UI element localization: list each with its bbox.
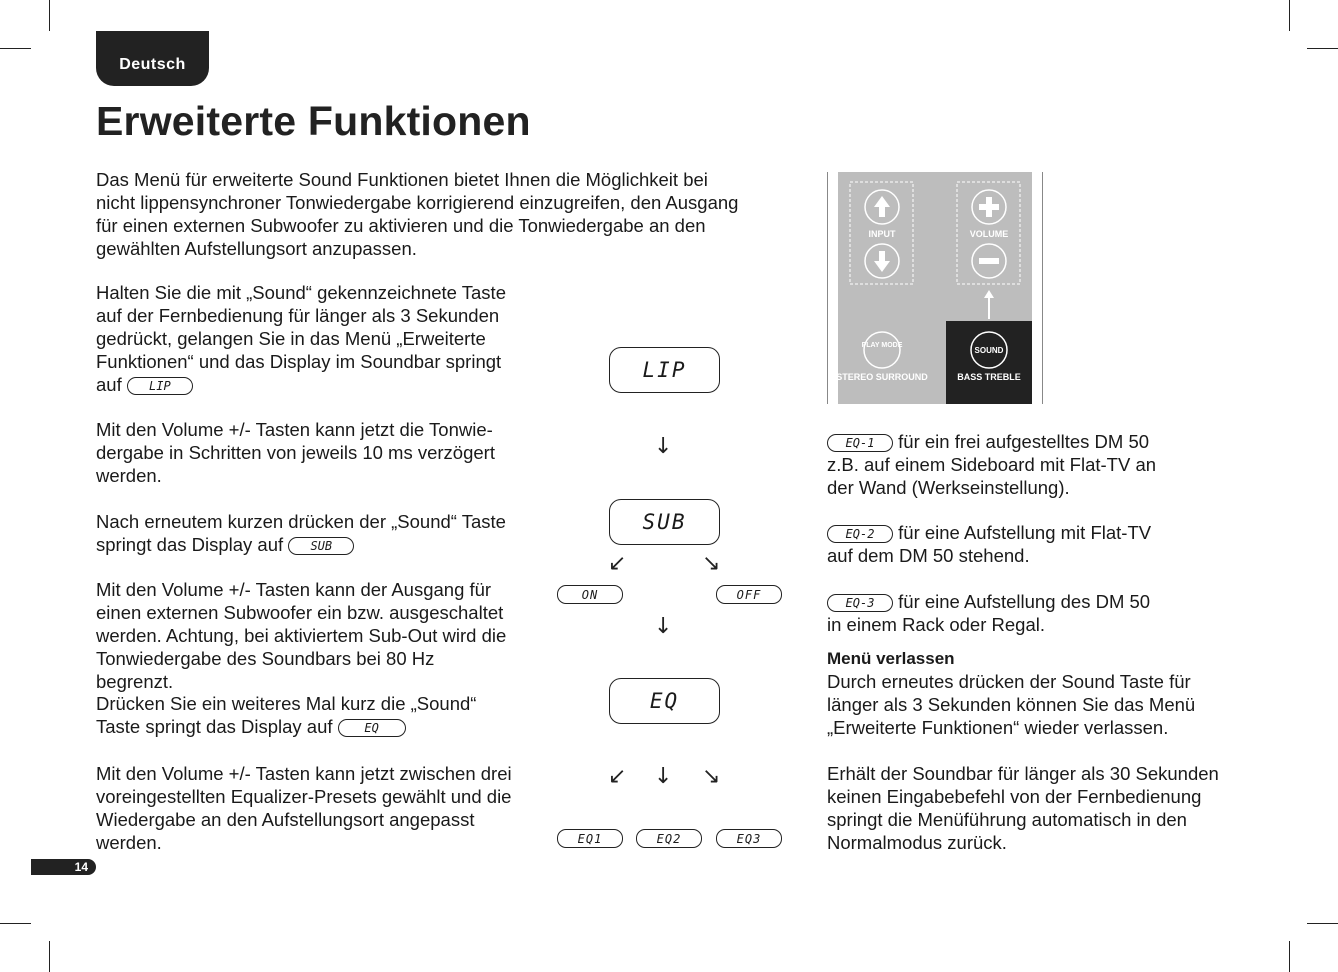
arrow-down-icon: ↓ xyxy=(654,434,673,459)
inline-display-eq-1: EQ-1 xyxy=(827,434,893,452)
inline-display-sub: SUB xyxy=(288,537,354,555)
exit-menu-heading: Menü verlassen xyxy=(827,649,955,668)
eq2-description xyxy=(827,521,1167,567)
page-number: 14 xyxy=(31,859,96,875)
eq3-text: für eine Aufstellung des DM 50 in einem Rack oder Regal. xyxy=(827,591,1151,635)
inline-display-lip: LIP xyxy=(127,377,193,395)
step-eq-text: Drücken Sie ein weiteres Mal kurz die „Sound“ Taste springt das Display auf xyxy=(96,693,477,737)
step-eq-volume: Mit den Volume +/- Tasten kann jetzt zwischen drei voreingestellten Equalizer-Presets gewählt und die Wiedergabe an den Aufstellungsort angepasst werden. xyxy=(96,763,512,853)
arrow-down-right-icon: ↘ xyxy=(702,551,721,576)
crop-mark xyxy=(0,923,31,924)
display-off: OFF xyxy=(716,585,782,604)
crop-mark xyxy=(0,48,31,49)
crop-mark xyxy=(49,0,50,31)
step-lip-volume: Mit den Volume +/- Tasten kann jetzt die Tonwie-dergabe in Schritten von jeweils 10 ms verzögert werden. xyxy=(96,419,495,486)
remote-bass-treble-label: BASS TREBLE xyxy=(957,372,1021,382)
remote-volume-label: VOLUME xyxy=(969,229,1009,239)
arrow-down-icon: ↓ xyxy=(654,764,673,789)
remote-control-svg xyxy=(827,172,1043,404)
display-on: ON xyxy=(557,585,623,604)
step-eq xyxy=(96,692,508,738)
step-sub-text: Nach erneutem kurzen drücken der „Sound“ Taste springt das Display auf xyxy=(96,511,506,555)
crop-mark xyxy=(1289,0,1290,31)
language-label: Deutsch xyxy=(119,56,186,73)
arrow-down-left-icon: ↙ xyxy=(608,551,627,576)
arrow-down-left-icon: ↙ xyxy=(608,764,627,789)
display-eq1: EQ1 xyxy=(557,829,623,848)
remote-sound-label: SOUND xyxy=(974,346,1004,355)
inline-display-eq-2: EQ-2 xyxy=(827,525,893,543)
eq2-text: für eine Aufstellung mit Flat-TV auf dem DM 50 stehend. xyxy=(827,522,1152,566)
step-hold-sound xyxy=(96,281,508,396)
eq1-description xyxy=(827,430,1167,499)
crop-mark xyxy=(1307,48,1338,49)
step-hold-sound-text: Halten Sie die mit „Sound“ gekennzeichnete Taste auf der Fernbedienung für länger als 3 Sekunden gedrückt, gelangen Sie in das Menü „Erweiterte Funktionen“ und das Display im Soundbar springt auf xyxy=(96,282,506,395)
language-tab xyxy=(96,31,209,86)
display-eq: EQ xyxy=(609,678,720,724)
step-sub xyxy=(96,510,516,556)
inline-display-eq-3: EQ-3 xyxy=(827,594,893,612)
crop-mark xyxy=(49,941,50,972)
remote-input-label: INPUT xyxy=(868,229,896,239)
remote-play-mode-label: PLAY MODE xyxy=(861,342,903,349)
display-eq3: EQ3 xyxy=(716,829,782,848)
eq3-description xyxy=(827,590,1167,636)
exit-menu-text: Durch erneutes drücken der Sound Taste für länger als 3 Sekunden können Sie das Menü „Erweiterte Funktionen“ wieder verlassen. xyxy=(827,671,1196,738)
inline-display-eq: EQ xyxy=(338,719,406,737)
arrow-down-right-icon: ↘ xyxy=(702,764,721,789)
step-sub-volume: Mit den Volume +/- Tasten kann der Ausgang für einen externen Subwoofer ein bzw. ausgeschaltet werden. Achtung, bei aktiviertem Sub-Out wird die Tonwiedergabe des Soundbars bei 80 Hz begrenzt. xyxy=(96,579,507,692)
display-eq2: EQ2 xyxy=(636,829,702,848)
timeout-text: Erhält der Soundbar für länger als 30 Sekunden keinen Eingabebefehl von der Fernbedienung springt die Menüführung automatisch in den Normalmodus zurück. xyxy=(827,763,1219,853)
crop-mark xyxy=(1307,923,1338,924)
page-title: Erweiterte Funktionen xyxy=(96,98,531,144)
display-lip: LIP xyxy=(609,347,720,393)
intro-paragraph: Das Menü für erweiterte Sound Funktionen bietet Ihnen die Möglichkeit bei nicht lippensynchroner Tonwiedergabe korrigierend einzugreifen, den Ausgang für einen externen Subwoofer zu aktivieren und die Tonwiedergabe an den gewählten Aufstellungsort anzupassen. xyxy=(96,169,739,259)
display-sub: SUB xyxy=(609,499,720,545)
eq1-text: für ein frei aufgestelltes DM 50 z.B. auf einem Sideboard mit Flat-TV an der Wand (Werkseinstellung). xyxy=(827,431,1157,498)
remote-stereo-surround-label: STEREO SURROUND xyxy=(836,372,928,382)
crop-mark xyxy=(1289,941,1290,972)
remote-control-illustration xyxy=(827,172,1043,404)
arrow-down-icon: ↓ xyxy=(654,614,673,639)
